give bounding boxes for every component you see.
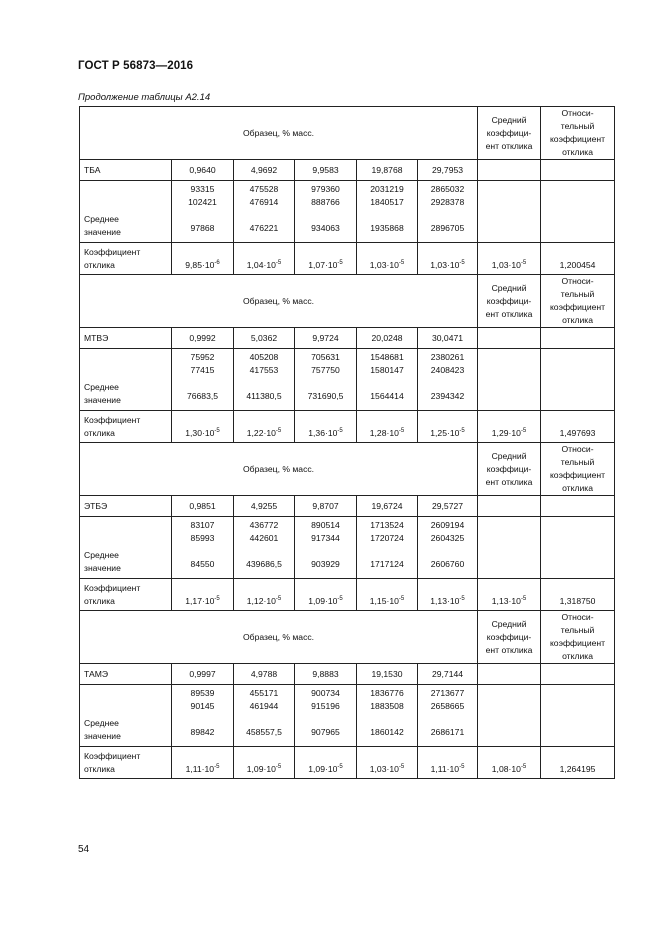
area-value: 2865032 bbox=[430, 184, 465, 194]
substance-name: МТВЭ bbox=[80, 328, 172, 349]
area-value: 75952 bbox=[190, 352, 215, 362]
average-label bbox=[80, 181, 172, 243]
rel-coefficient-cell: 1,200454 bbox=[541, 243, 615, 275]
concentration-cell: 0,9851 bbox=[172, 496, 234, 517]
rel-coef-header bbox=[541, 107, 615, 160]
concentration-cell: 4,9255 bbox=[234, 496, 295, 517]
coefficient-exponent: -5 bbox=[459, 764, 465, 771]
text-line: коэффици- bbox=[486, 127, 532, 138]
coefficient-cell bbox=[418, 579, 478, 611]
area-value: 2408423 bbox=[430, 365, 465, 375]
average-value: 1860142 bbox=[370, 727, 404, 737]
area-value: 90145 bbox=[190, 701, 215, 711]
coefficient-mantissa: 1,12·10 bbox=[246, 596, 276, 607]
concentration-cell: 4,9692 bbox=[234, 160, 295, 181]
coefficient-exponent: -6 bbox=[214, 260, 220, 267]
average-value: 84550 bbox=[190, 559, 215, 569]
area-values-cell bbox=[418, 181, 478, 243]
substance-name: ЭТБЭ bbox=[80, 496, 172, 517]
response-coefficient-row bbox=[80, 579, 615, 611]
empty-cell bbox=[541, 349, 615, 411]
area-value: 757750 bbox=[311, 365, 340, 375]
text-line: Среднее bbox=[84, 214, 119, 224]
response-label bbox=[80, 747, 172, 779]
coefficient-exponent: -5 bbox=[398, 428, 405, 435]
coefficient-cell bbox=[418, 411, 478, 443]
coefficient-mantissa: 1,03·10 bbox=[430, 260, 460, 271]
text-line: тельный bbox=[560, 289, 595, 299]
text-line: отклика bbox=[562, 483, 593, 493]
area-value: 83107 bbox=[190, 520, 215, 530]
area-values-cell bbox=[357, 181, 418, 243]
coefficient-mantissa: 1,03·10 bbox=[369, 764, 399, 775]
text-line: ент отклика bbox=[485, 644, 533, 655]
empty-cell bbox=[541, 685, 615, 747]
text-line: коэффициент bbox=[549, 638, 606, 648]
coefficient-cell bbox=[357, 747, 418, 779]
empty-cell bbox=[478, 517, 541, 579]
text-line: Относи- bbox=[561, 612, 594, 622]
area-values-cell bbox=[234, 349, 295, 411]
average-label bbox=[80, 349, 172, 411]
coefficient-exponent: -5 bbox=[398, 764, 405, 771]
avg-coefficient-mantissa: 1,08·10 bbox=[491, 764, 521, 775]
concentration-cell: 29,7144 bbox=[418, 664, 478, 685]
area-values-cell bbox=[357, 349, 418, 411]
empty-cell bbox=[541, 160, 615, 181]
average-value: 97868 bbox=[190, 223, 215, 233]
coefficient-cell bbox=[295, 243, 357, 275]
coefficient-exponent: -5 bbox=[398, 260, 405, 267]
text-line: значение bbox=[84, 731, 121, 741]
coefficient-mantissa: 1,13·10 bbox=[430, 596, 460, 607]
area-value: 405208 bbox=[249, 352, 279, 362]
text-line: Средний bbox=[491, 114, 527, 125]
area-value: 2604325 bbox=[430, 533, 465, 543]
average-value: 476221 bbox=[249, 223, 279, 233]
concentration-cell: 30,0471 bbox=[418, 328, 478, 349]
text-line: тельный bbox=[560, 121, 595, 131]
area-value: 436772 bbox=[249, 520, 279, 530]
area-value: 1713524 bbox=[370, 520, 404, 530]
area-value: 93315 bbox=[190, 184, 215, 194]
table-header-row bbox=[80, 107, 615, 160]
coefficient-exponent: -5 bbox=[398, 596, 405, 603]
area-values-cell bbox=[172, 181, 234, 243]
coefficient-mantissa: 1,36·10 bbox=[308, 428, 338, 439]
empty-cell bbox=[478, 349, 541, 411]
coefficient-cell bbox=[172, 579, 234, 611]
rel-coefficient-cell: 1,264195 bbox=[541, 747, 615, 779]
concentration-cell: 29,7953 bbox=[418, 160, 478, 181]
coefficient-exponent: -5 bbox=[275, 260, 282, 267]
avg-coefficient-cell bbox=[478, 579, 541, 611]
average-value: 439686,5 bbox=[246, 559, 282, 569]
area-value: 1580147 bbox=[370, 365, 404, 375]
text-line: коэффици- bbox=[486, 463, 532, 474]
average-label bbox=[80, 685, 172, 747]
coefficient-mantissa: 1,03·10 bbox=[369, 260, 399, 271]
coefficient-exponent: -5 bbox=[275, 428, 282, 435]
coefficient-mantissa: 1,28·10 bbox=[369, 428, 399, 439]
coefficient-mantissa: 1,09·10 bbox=[308, 764, 338, 775]
text-line: Коэффициент bbox=[84, 750, 141, 761]
substance-name: ТАМЭ bbox=[80, 664, 172, 685]
text-line: коэффици- bbox=[486, 295, 532, 306]
concentration-cell: 5,0362 bbox=[234, 328, 295, 349]
area-value: 2031219 bbox=[370, 184, 404, 194]
area-values-cell bbox=[234, 181, 295, 243]
response-coefficient-row bbox=[80, 747, 615, 779]
coefficient-cell bbox=[234, 411, 295, 443]
avg-coefficient-exponent: -5 bbox=[520, 428, 527, 435]
area-values-cell bbox=[418, 685, 478, 747]
area-values-row bbox=[80, 685, 615, 747]
text-line: Среднее bbox=[84, 550, 119, 560]
rel-coef-header bbox=[541, 443, 615, 496]
text-line: тельный bbox=[560, 625, 595, 635]
text-line: отклика bbox=[562, 147, 593, 157]
empty-cell bbox=[541, 517, 615, 579]
coefficient-cell bbox=[172, 747, 234, 779]
response-label bbox=[80, 243, 172, 275]
text-line: Коэффициент bbox=[84, 246, 141, 257]
empty-cell bbox=[478, 685, 541, 747]
coefficient-mantissa: 1,25·10 bbox=[430, 428, 460, 439]
area-values-cell bbox=[295, 685, 357, 747]
area-value: 890514 bbox=[311, 520, 340, 530]
area-value: 102421 bbox=[188, 197, 217, 207]
table-header-row bbox=[80, 275, 615, 328]
area-value: 2658665 bbox=[430, 701, 465, 711]
avg-coef-header bbox=[478, 275, 541, 328]
coefficient-exponent: -5 bbox=[214, 596, 220, 603]
text-line: значение bbox=[84, 563, 121, 573]
coefficient-mantissa: 1,07·10 bbox=[308, 260, 338, 271]
avg-coefficient-mantissa: 1,03·10 bbox=[491, 260, 521, 271]
coefficient-cell bbox=[234, 747, 295, 779]
coefficient-mantissa: 1,30·10 bbox=[185, 428, 215, 439]
area-value: 442601 bbox=[249, 533, 279, 543]
coefficient-cell bbox=[418, 747, 478, 779]
avg-coefficient-cell bbox=[478, 411, 541, 443]
area-value: 85993 bbox=[190, 533, 215, 543]
concentration-cell: 0,9992 bbox=[172, 328, 234, 349]
average-value: 2606760 bbox=[430, 559, 465, 569]
area-value: 2713677 bbox=[430, 688, 465, 698]
area-value: 917344 bbox=[311, 533, 340, 543]
area-value: 2609194 bbox=[430, 520, 465, 530]
concentration-cell: 19,6724 bbox=[357, 496, 418, 517]
rel-coef-header bbox=[541, 275, 615, 328]
average-value: 2394342 bbox=[430, 391, 465, 401]
text-line: Коэффициент bbox=[84, 582, 141, 593]
coefficient-mantissa: 1,09·10 bbox=[246, 764, 276, 775]
area-values-cell bbox=[234, 685, 295, 747]
concentration-cell: 9,8707 bbox=[295, 496, 357, 517]
area-values-cell bbox=[418, 517, 478, 579]
coefficient-mantissa: 1,15·10 bbox=[369, 596, 399, 607]
coefficient-mantissa: 1,17·10 bbox=[185, 596, 215, 607]
empty-cell bbox=[478, 160, 541, 181]
area-values-cell bbox=[295, 517, 357, 579]
coefficient-exponent: -5 bbox=[337, 428, 343, 435]
area-value: 417553 bbox=[249, 365, 279, 375]
empty-cell bbox=[541, 664, 615, 685]
response-coefficient-row bbox=[80, 411, 615, 443]
coefficient-cell bbox=[357, 411, 418, 443]
area-values-cell bbox=[295, 181, 357, 243]
text-line: тельный bbox=[560, 457, 595, 467]
rel-coefficient-cell: 1,318750 bbox=[541, 579, 615, 611]
empty-cell bbox=[541, 496, 615, 517]
text-line: значение bbox=[84, 227, 121, 237]
concentration-cell: 29,5727 bbox=[418, 496, 478, 517]
average-value: 76683,5 bbox=[186, 391, 219, 401]
area-value: 1840517 bbox=[370, 197, 404, 207]
coefficient-exponent: -5 bbox=[337, 764, 343, 771]
area-values-cell bbox=[172, 517, 234, 579]
coefficient-cell bbox=[357, 579, 418, 611]
concentration-cell: 0,9640 bbox=[172, 160, 234, 181]
coefficient-exponent: -5 bbox=[459, 428, 465, 435]
average-value: 903929 bbox=[311, 559, 340, 569]
coefficient-exponent: -5 bbox=[275, 596, 282, 603]
text-line: коэффициент bbox=[549, 134, 606, 144]
text-line: ент отклика bbox=[485, 140, 533, 151]
sample-header: Образец, % масс. bbox=[80, 611, 478, 664]
area-value: 1720724 bbox=[370, 533, 404, 543]
coefficient-cell bbox=[295, 411, 357, 443]
average-value: 1935868 bbox=[370, 223, 404, 233]
empty-cell bbox=[478, 496, 541, 517]
area-values-row bbox=[80, 349, 615, 411]
area-value: 475528 bbox=[249, 184, 279, 194]
concentration-cell: 19,1530 bbox=[357, 664, 418, 685]
empty-cell bbox=[478, 664, 541, 685]
coefficient-mantissa: 1,09·10 bbox=[308, 596, 338, 607]
text-line: значение bbox=[84, 395, 121, 405]
average-value: 934063 bbox=[311, 223, 340, 233]
concentration-row bbox=[80, 496, 615, 517]
text-line: Средний bbox=[491, 450, 527, 461]
area-value: 2380261 bbox=[430, 352, 465, 362]
area-values-cell bbox=[418, 349, 478, 411]
area-values-cell bbox=[357, 685, 418, 747]
table-header-row bbox=[80, 443, 615, 496]
average-value: 2686171 bbox=[430, 727, 465, 737]
coefficient-cell bbox=[234, 579, 295, 611]
avg-coef-header bbox=[478, 107, 541, 160]
avg-coef-header bbox=[478, 443, 541, 496]
average-label bbox=[80, 517, 172, 579]
coefficient-cell bbox=[295, 579, 357, 611]
coefficient-cell bbox=[172, 243, 234, 275]
substance-name: ТБА bbox=[80, 160, 172, 181]
text-line: Относи- bbox=[561, 108, 594, 118]
rel-coef-header bbox=[541, 611, 615, 664]
coefficient-mantissa: 9,85·10 bbox=[185, 260, 215, 271]
text-line: Средний bbox=[491, 282, 527, 293]
table-caption: Продолжение таблицы А2.14 bbox=[78, 92, 211, 103]
concentration-cell: 20,0248 bbox=[357, 328, 418, 349]
concentration-cell: 9,9583 bbox=[295, 160, 357, 181]
avg-coefficient-exponent: -5 bbox=[520, 260, 527, 267]
area-value: 1836776 bbox=[370, 688, 404, 698]
coefficient-mantissa: 1,22·10 bbox=[246, 428, 276, 439]
area-value: 888766 bbox=[311, 197, 340, 207]
area-values-row bbox=[80, 517, 615, 579]
coefficient-exponent: -5 bbox=[214, 428, 220, 435]
concentration-cell: 4,9788 bbox=[234, 664, 295, 685]
area-value: 1548681 bbox=[370, 352, 404, 362]
area-value: 2928378 bbox=[430, 197, 465, 207]
empty-cell bbox=[478, 181, 541, 243]
response-coefficient-table bbox=[79, 106, 615, 779]
text-line: ент отклика bbox=[485, 308, 533, 319]
text-line: отклика bbox=[84, 427, 115, 438]
response-coefficient-row bbox=[80, 243, 615, 275]
coefficient-mantissa: 1,11·10 bbox=[185, 764, 215, 775]
text-line: коэффициент bbox=[549, 302, 606, 312]
avg-coefficient-exponent: -5 bbox=[520, 596, 527, 603]
avg-coefficient-cell bbox=[478, 747, 541, 779]
average-value: 1717124 bbox=[370, 559, 404, 569]
rel-coefficient-cell: 1,497693 bbox=[541, 411, 615, 443]
area-values-cell bbox=[357, 517, 418, 579]
coefficient-cell bbox=[234, 243, 295, 275]
area-value: 979360 bbox=[311, 184, 340, 194]
concentration-cell: 9,9724 bbox=[295, 328, 357, 349]
text-line: Средний bbox=[491, 618, 527, 629]
concentration-cell: 0,9997 bbox=[172, 664, 234, 685]
concentration-row bbox=[80, 328, 615, 349]
area-value: 476914 bbox=[249, 197, 279, 207]
text-line: отклика bbox=[562, 315, 593, 325]
coefficient-exponent: -5 bbox=[337, 260, 343, 267]
text-line: отклика bbox=[84, 595, 115, 606]
response-label bbox=[80, 579, 172, 611]
empty-cell bbox=[541, 328, 615, 349]
text-line: отклика bbox=[84, 259, 115, 270]
empty-cell bbox=[541, 181, 615, 243]
coefficient-cell bbox=[418, 243, 478, 275]
avg-coefficient-exponent: -5 bbox=[520, 764, 527, 771]
concentration-cell: 9,8883 bbox=[295, 664, 357, 685]
area-value: 705631 bbox=[311, 352, 340, 362]
document-header: ГОСТ Р 56873—2016 bbox=[78, 60, 194, 72]
avg-coef-header bbox=[478, 611, 541, 664]
area-value: 77415 bbox=[190, 365, 215, 375]
average-value: 89842 bbox=[190, 727, 215, 737]
concentration-cell: 19,8768 bbox=[357, 160, 418, 181]
coefficient-exponent: -5 bbox=[275, 764, 282, 771]
average-value: 458557,5 bbox=[246, 727, 282, 737]
response-label bbox=[80, 411, 172, 443]
area-value: 455171 bbox=[249, 688, 279, 698]
average-value: 731690,5 bbox=[307, 391, 344, 401]
coefficient-cell bbox=[295, 747, 357, 779]
area-values-row bbox=[80, 181, 615, 243]
text-line: коэффициент bbox=[549, 470, 606, 480]
average-value: 411380,5 bbox=[246, 391, 282, 401]
area-values-cell bbox=[295, 349, 357, 411]
coefficient-exponent: -5 bbox=[214, 764, 220, 771]
coefficient-exponent: -5 bbox=[459, 596, 465, 603]
avg-coefficient-cell bbox=[478, 243, 541, 275]
page-number: 54 bbox=[78, 844, 90, 855]
sample-header: Образец, % масс. bbox=[80, 275, 478, 328]
text-line: отклика bbox=[562, 651, 593, 661]
concentration-row bbox=[80, 664, 615, 685]
area-values-cell bbox=[172, 685, 234, 747]
text-line: отклика bbox=[84, 763, 115, 774]
text-line: Относи- bbox=[561, 276, 594, 286]
coefficient-exponent: -5 bbox=[337, 596, 343, 603]
coefficient-cell bbox=[357, 243, 418, 275]
text-line: ент отклика bbox=[485, 476, 533, 487]
empty-cell bbox=[478, 328, 541, 349]
avg-coefficient-mantissa: 1,29·10 bbox=[491, 428, 521, 439]
sample-header: Образец, % масс. bbox=[80, 443, 478, 496]
text-line: Коэффициент bbox=[84, 414, 141, 425]
avg-coefficient-mantissa: 1,13·10 bbox=[491, 596, 521, 607]
coefficient-cell bbox=[172, 411, 234, 443]
area-values-cell bbox=[172, 349, 234, 411]
sample-header: Образец, % масс. bbox=[80, 107, 478, 160]
text-line: Относи- bbox=[561, 444, 594, 454]
area-value: 461944 bbox=[249, 701, 279, 711]
text-line: коэффици- bbox=[486, 631, 532, 642]
concentration-row bbox=[80, 160, 615, 181]
area-values-cell bbox=[234, 517, 295, 579]
coefficient-exponent: -5 bbox=[459, 260, 465, 267]
area-value: 915196 bbox=[311, 701, 340, 711]
coefficient-mantissa: 1,04·10 bbox=[246, 260, 276, 271]
table-header-row bbox=[80, 611, 615, 664]
area-value: 89539 bbox=[190, 688, 215, 698]
average-value: 907965 bbox=[311, 727, 340, 737]
area-value: 1883508 bbox=[370, 701, 404, 711]
text-line: Среднее bbox=[84, 718, 119, 728]
average-value: 1564414 bbox=[370, 391, 404, 401]
coefficient-mantissa: 1,11·10 bbox=[430, 764, 460, 775]
text-line: Среднее bbox=[84, 382, 119, 392]
average-value: 2896705 bbox=[430, 223, 465, 233]
area-value: 900734 bbox=[311, 688, 340, 698]
